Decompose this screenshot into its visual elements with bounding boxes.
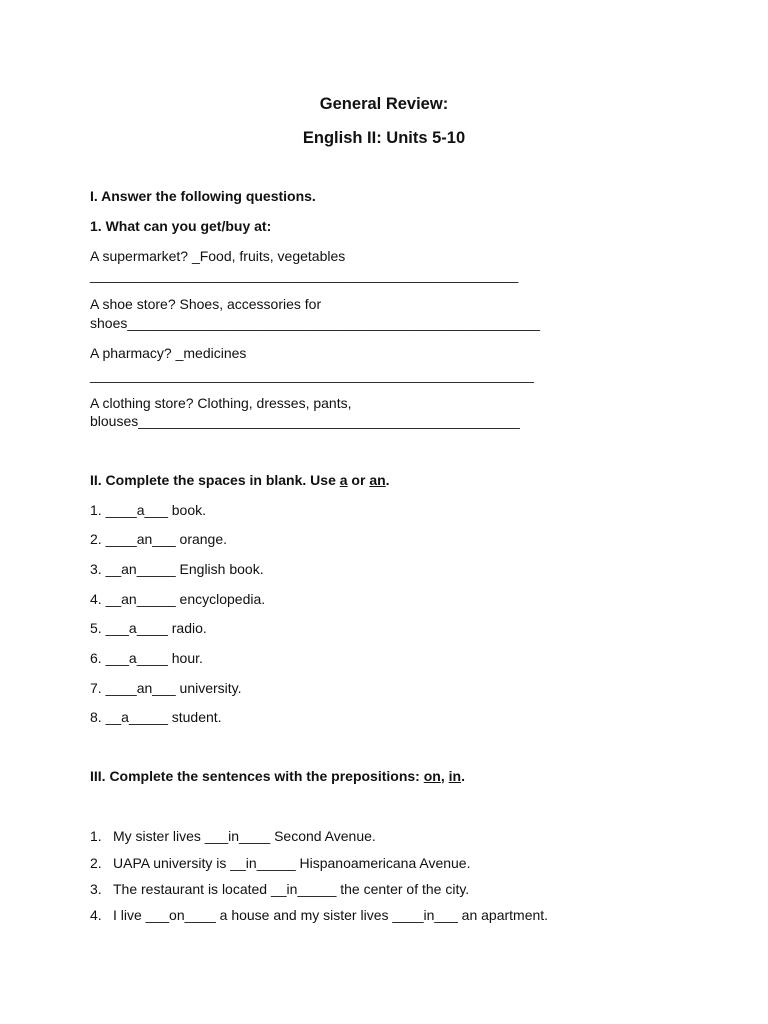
section-2-word-an: an [369,472,386,488]
answer-pharmacy-line1: A pharmacy? _medicines [90,345,247,361]
article-item-4: 4. __an_____ encyclopedia. [90,591,266,607]
article-item-1: 1. ____a___ book. [90,502,206,518]
preposition-item-4-text: I live ___on____ a house and my sister lives ____in___ an apartment. [113,907,549,923]
answer-supermarket-line1: A supermarket? _Food, fruits, vegetables [90,248,346,264]
article-item-3: 3. __an_____ English book. [90,561,264,577]
section-3-heading [90,768,465,785]
page-subtitle: English II: Units 5-10 [302,129,466,147]
preposition-item-3-text: The restaurant is located __in_____ the center of the city. [113,881,470,897]
article-item-5: 5. ___a____ radio. [90,620,207,636]
preposition-item-2-text: UAPA university is __in_____ Hispanoamericana Avenue. [113,855,471,871]
section-1-question: 1. What can you get/buy at: [90,218,272,234]
answer-shoe-store-line1: A shoe store? Shoes, accessories for [90,296,322,312]
preposition-item-3-number: 3. [90,881,102,897]
section-3-heading-mid: , [440,768,449,784]
section-2-word-a: a [339,472,348,488]
section-1-heading: I. Answer the following questions. [90,188,316,204]
preposition-item-1-text: My sister lives ___in____ Second Avenue. [113,828,376,844]
preposition-item-2-number: 2. [90,855,102,871]
preposition-item-1-number: 1. [90,828,102,844]
section-3-heading-suffix: . [461,768,465,784]
section-3-heading-prefix: III. Complete the sentences with the prepositions: [90,768,424,784]
answer-clothing-store-line2: blouses_________________________________________________ [90,413,520,429]
section-2-heading-prefix: II. Complete the spaces in blank. Use [90,472,340,488]
answer-clothing-store-line1: A clothing store? Clothing, dresses, pants, [90,395,352,411]
preposition-item-4-number: 4. [90,907,102,923]
answer-pharmacy-line2: _________________________________________________________ [90,367,534,383]
answer-supermarket-line2: _______________________________________________________ [90,267,519,283]
page-title: General Review: [319,95,449,113]
article-item-8: 8. __a_____ student. [90,709,222,725]
article-item-2: 2. ____an___ orange. [90,531,228,547]
answer-shoe-store-line2: shoes_____________________________________________________ [90,315,541,331]
article-item-7: 7. ____an___ university. [90,680,242,696]
section-2-heading-suffix: . [385,472,390,488]
section-2-heading-mid: or [347,472,370,488]
section-3-word-in: in [448,768,462,784]
section-3-word-on: on [423,768,441,784]
section-2-heading [90,472,390,489]
article-item-6: 6. ___a____ hour. [90,650,203,666]
